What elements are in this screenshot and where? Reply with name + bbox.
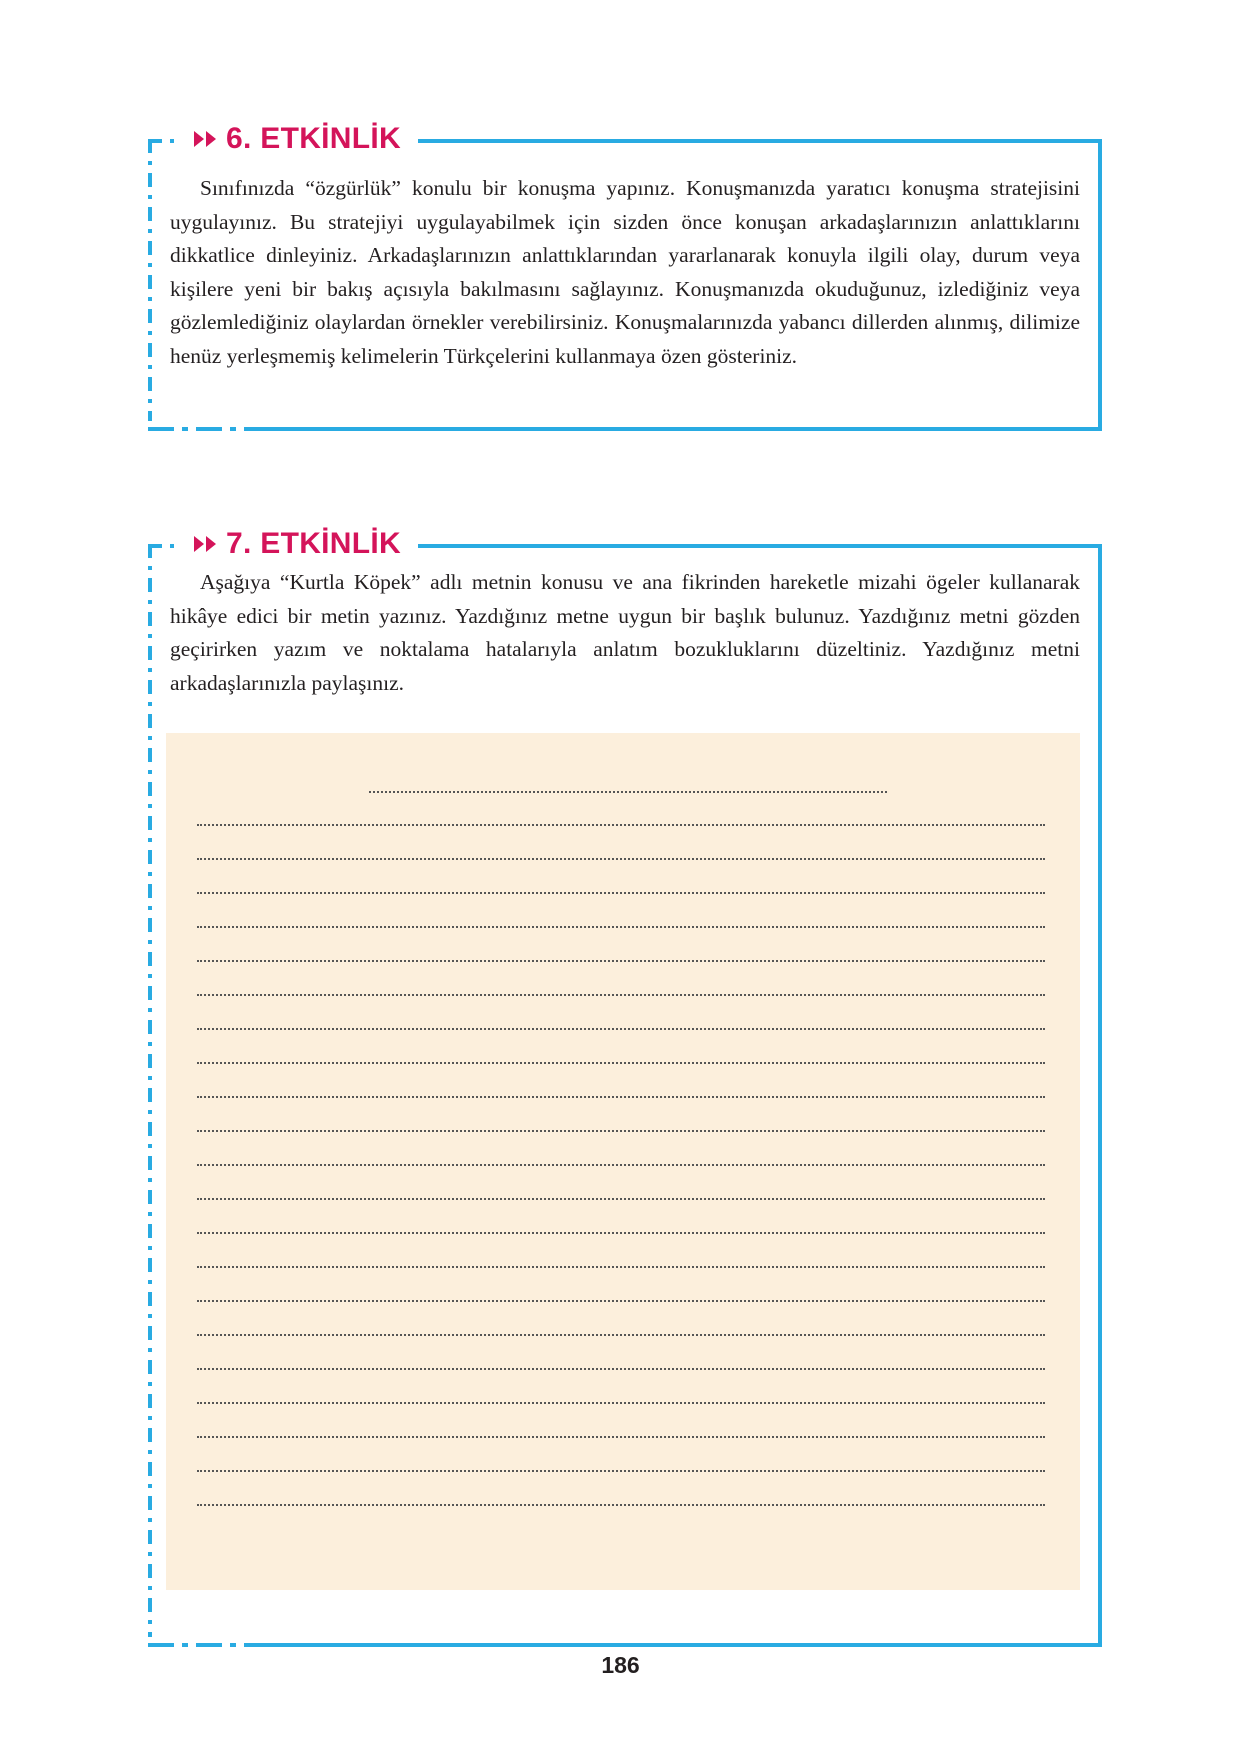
writing-line[interactable] bbox=[197, 1266, 1045, 1268]
writing-line[interactable] bbox=[197, 1470, 1045, 1472]
activity-7-title: 7. ETKİNLİK bbox=[226, 527, 401, 560]
writing-line[interactable] bbox=[197, 1028, 1045, 1030]
frame-right-line bbox=[1098, 139, 1102, 431]
writing-line[interactable] bbox=[197, 1300, 1045, 1302]
writing-line[interactable] bbox=[197, 1130, 1045, 1132]
writing-line[interactable] bbox=[197, 858, 1045, 860]
frame-bottom-line bbox=[266, 427, 1102, 431]
writing-line[interactable] bbox=[197, 1504, 1045, 1506]
writing-line[interactable] bbox=[197, 1436, 1045, 1438]
double-arrow-right-icon bbox=[194, 536, 218, 552]
frame-right-line bbox=[1098, 544, 1102, 1647]
writing-line[interactable] bbox=[197, 1334, 1045, 1336]
writing-line[interactable] bbox=[197, 1164, 1045, 1166]
frame-dashed-bottom bbox=[148, 427, 266, 431]
writing-line[interactable] bbox=[197, 1198, 1045, 1200]
frame-dashed-top bbox=[148, 544, 188, 548]
writing-line[interactable] bbox=[197, 960, 1045, 962]
activity-7-instructions: Aşağıya “Kurtla Köpek” adlı metnin konusu ve ana fikrinden hareketle mizahi ögeler kullanarak hikâye edici bir metin yazınız. Yazdığınız metne uygun bir başlık bulunuz. Yazdığınız metni gözden geçirirken yazım ve noktalama hatalarıyla anlatım bozukluklarını düzeltiniz. Yazdığınız metni arkadaşlarınızla paylaşınız. bbox=[170, 570, 1080, 695]
frame-bottom-line bbox=[266, 1643, 1102, 1647]
page-number: 186 bbox=[601, 1652, 640, 1678]
writing-line[interactable] bbox=[197, 1232, 1045, 1234]
writing-line[interactable] bbox=[197, 824, 1045, 826]
double-arrow-right-icon bbox=[194, 131, 218, 147]
title-writing-line[interactable] bbox=[369, 791, 887, 793]
writing-line[interactable] bbox=[197, 1096, 1045, 1098]
writing-line[interactable] bbox=[197, 1062, 1045, 1064]
frame-dashed-top bbox=[148, 139, 188, 143]
activity-6-heading bbox=[190, 117, 413, 161]
activity-7-heading bbox=[190, 522, 413, 566]
frame-dashed-bottom bbox=[148, 1643, 266, 1647]
writing-line[interactable] bbox=[197, 892, 1045, 894]
writing-area[interactable] bbox=[166, 733, 1080, 1590]
writing-line[interactable] bbox=[197, 1368, 1045, 1370]
activity-7-box bbox=[148, 527, 1102, 1647]
activity-6-box bbox=[148, 122, 1102, 431]
writing-line[interactable] bbox=[197, 994, 1045, 996]
frame-top-line bbox=[418, 139, 1102, 143]
writing-line[interactable] bbox=[197, 926, 1045, 928]
writing-line[interactable] bbox=[197, 1402, 1045, 1404]
activity-6-title: 6. ETKİNLİK bbox=[226, 122, 401, 155]
activity-6-instructions: Sınıfınızda “özgürlük” konulu bir konuşma yapınız. Konuşmanızda yaratıcı konuşma stratejisini uygulayınız. Bu stratejiyi uygulayabilmek için sizden önce konuşan arkadaşlarınızın anlattıklarını dikkatlice dinleyiniz. Arkadaşlarınızın anlattıklarından yararlanarak konuyla ilgili olay, durum veya kişilere yeni bir bakış açısıyla bakılmasını sağlayınız. Konuşmanızda okuduğunuz, izlediğiniz veya gözlemlediğiniz olaylardan örnekler verebilirsiniz. Konuşmalarınızda yabancı dillerden alınmış, dilimize henüz yerleşmemiş kelimelerin Türkçelerini kullanmaya özen gösteriniz. bbox=[170, 176, 1080, 368]
frame-dashed-left bbox=[148, 139, 152, 421]
frame-dashed-left bbox=[148, 544, 152, 1637]
frame-top-line bbox=[418, 544, 1102, 548]
